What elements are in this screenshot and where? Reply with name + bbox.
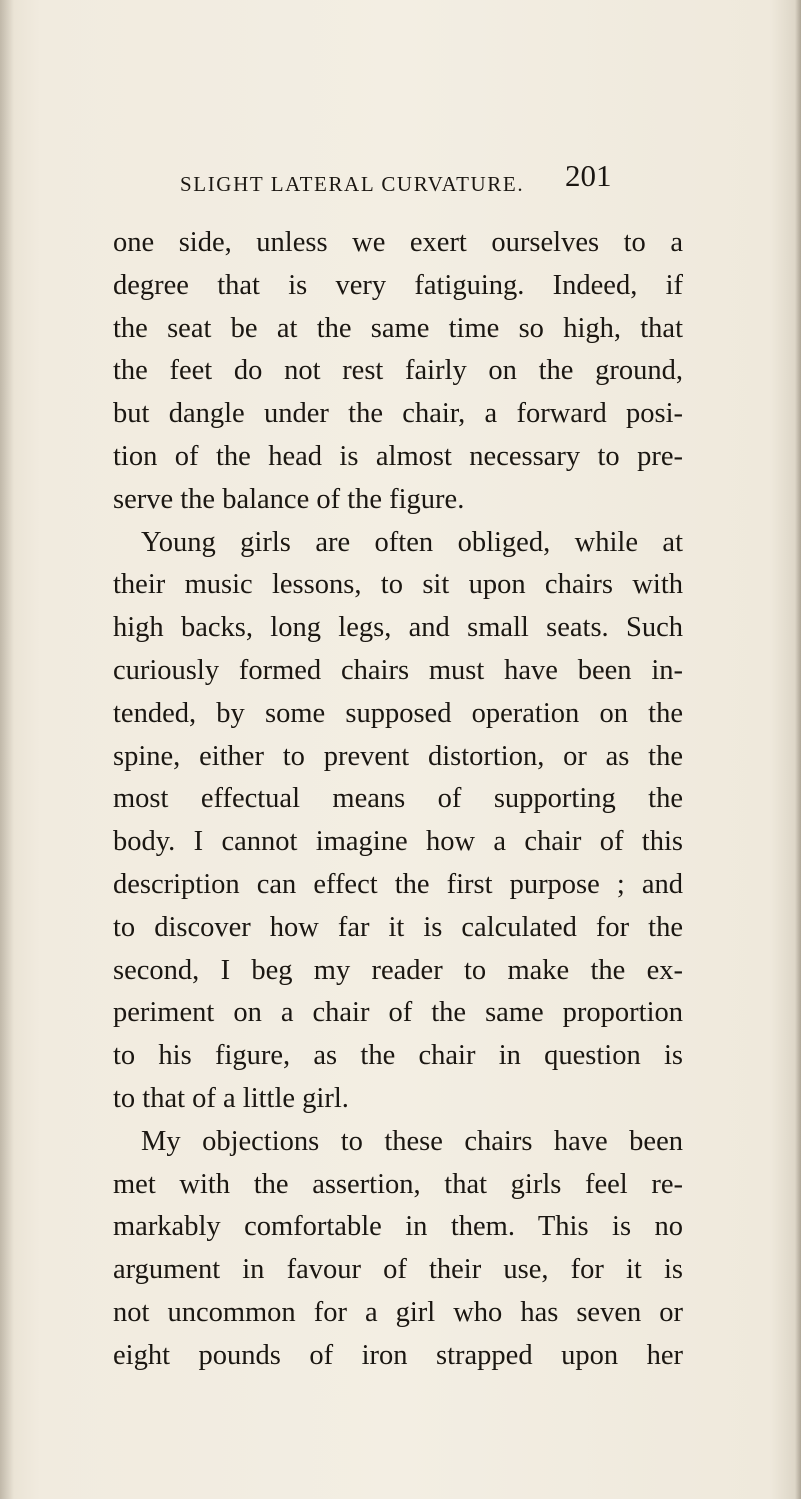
text-line: not uncommon for a girl who has seven or — [113, 1296, 683, 1328]
text-line: the seat be at the same time so high, that — [113, 312, 683, 344]
body-text — [113, 222, 683, 1378]
gutter-shadow — [0, 0, 14, 1499]
text-line: periment on a chair of the same proportion — [113, 997, 683, 1029]
text-line: but dangle under the chair, a forward posi- — [113, 398, 683, 430]
text-line: markably comfortable in them. This is no — [113, 1211, 683, 1243]
text-line: description can effect the first purpose ; and — [113, 868, 683, 900]
text-line: curiously formed chairs must have been in- — [113, 654, 683, 686]
text-line: most effectual means of supporting the — [113, 783, 683, 815]
text-line: degree that is very fatiguing. Indeed, if — [113, 269, 683, 301]
text-line: My objections to these chairs have been — [141, 1125, 683, 1157]
text-line: one side, unless we exert ourselves to a — [113, 227, 683, 258]
text-line: second, I beg my reader to make the ex- — [113, 954, 683, 986]
text-line: serve the balance of the figure. — [113, 483, 465, 515]
text-line: to that of a little girl. — [113, 1082, 349, 1114]
text-line: spine, either to prevent distortion, or as the — [113, 740, 683, 772]
text-line: tion of the head is almost necessary to pre- — [113, 440, 683, 472]
text-line: met with the assertion, that girls feel re- — [113, 1168, 683, 1200]
text-line: high backs, long legs, and small seats. Such — [113, 612, 683, 644]
page-edge — [795, 0, 801, 1499]
text-line: eight pounds of iron strapped upon her — [113, 1339, 683, 1371]
text-line: body. I cannot imagine how a chair of this — [113, 826, 683, 858]
text-line: their music lessons, to sit upon chairs with — [113, 569, 683, 601]
text-line: tended, by some supposed operation on the — [113, 697, 683, 729]
text-line: Young girls are often obliged, while at — [141, 526, 683, 558]
text-line: argument in favour of their use, for it is — [113, 1254, 683, 1286]
running-head: SLIGHT LATERAL CURVATURE. — [180, 172, 525, 196]
page-header — [0, 158, 801, 198]
text-line: to discover how far it is calculated for the — [113, 911, 683, 943]
text-line: to his figure, as the chair in question is — [113, 1040, 683, 1072]
page-number: 201 — [565, 158, 612, 193]
text-line: the feet do not rest fairly on the ground, — [113, 355, 683, 387]
